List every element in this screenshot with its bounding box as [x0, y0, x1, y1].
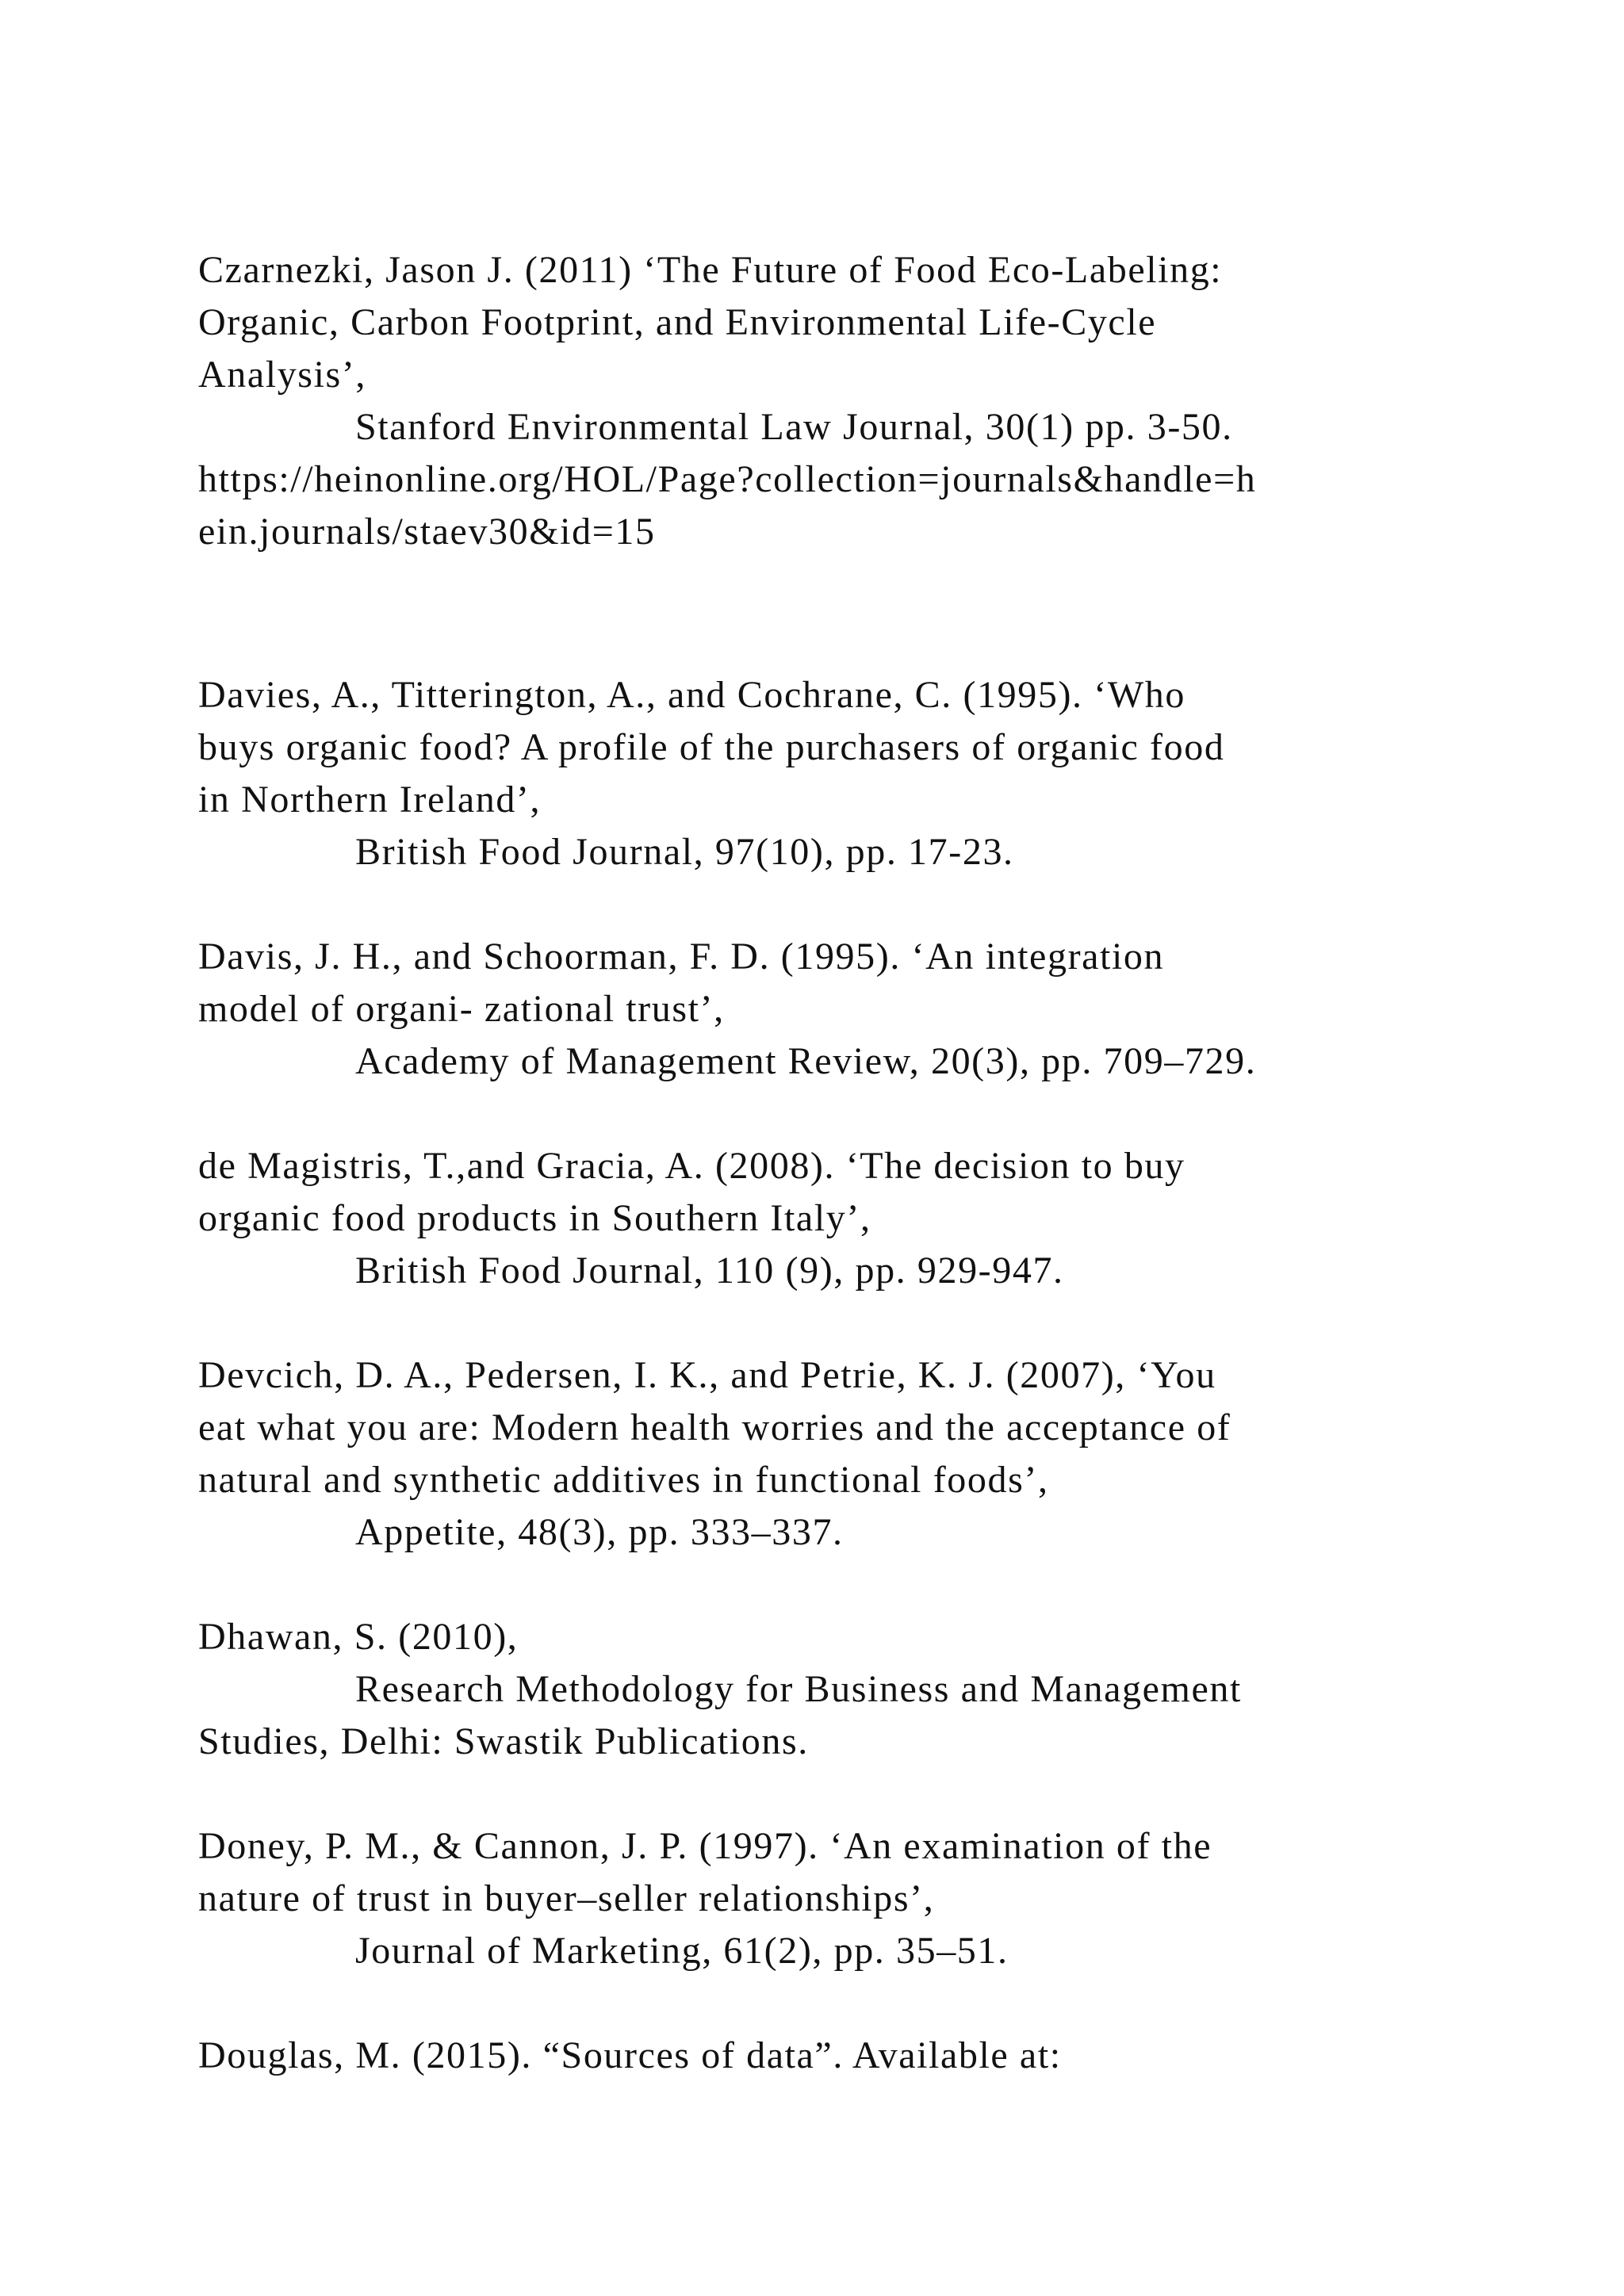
reference-source: Academy of Management Review, 20(3), pp. 709–729.	[355, 1040, 1257, 1082]
reference-davies-1995	[198, 669, 1435, 878]
reference-line: Dhawan, S. (2010),	[198, 1616, 519, 1658]
reference-line: Douglas, M. (2015). “Sources of data”. Available at:	[198, 2034, 1062, 2076]
reference-douglas-2015	[198, 2030, 1435, 2082]
reference-line: in Northern Ireland’,	[198, 779, 542, 821]
reference-source: British Food Journal, 110 (9), pp. 929-947.	[355, 1249, 1064, 1292]
reference-line: natural and synthetic additives in functional foods’,	[198, 1459, 1049, 1501]
reference-line: eat what you are: Modern health worries and the acceptance of	[198, 1406, 1231, 1448]
reference-line: Analysis’,	[198, 354, 366, 396]
reference-url[interactable]: ein.journals/staev30&id=15	[198, 511, 656, 553]
reference-line: Organic, Carbon Footprint, and Environmental Life-Cycle	[198, 301, 1157, 343]
reference-line: buys organic food? A profile of the purchasers of organic food	[198, 726, 1225, 768]
reference-source: Research Methodology for Business and Management	[355, 1668, 1242, 1710]
reference-source: Stanford Environmental Law Journal, 30(1) pp. 3-50.	[355, 406, 1233, 448]
reference-line: Doney, P. M., & Cannon, J. P. (1997). ‘An examination of the	[198, 1825, 1212, 1867]
reference-source: Appetite, 48(3), pp. 333–337.	[355, 1511, 844, 1553]
reference-doney-1997	[198, 1820, 1435, 1977]
reference-line: Studies, Delhi: Swastik Publications.	[198, 1720, 809, 1762]
reference-line: model of organi- zational trust’,	[198, 988, 725, 1030]
reference-line: Davies, A., Titterington, A., and Cochrane, C. (1995). ‘Who	[198, 674, 1185, 716]
reference-line: Devcich, D. A., Pedersen, I. K., and Petrie, K. J. (2007), ‘You	[198, 1354, 1216, 1396]
reference-source: British Food Journal, 97(10), pp. 17-23.	[355, 831, 1014, 873]
reference-line: organic food products in Southern Italy’,	[198, 1197, 871, 1239]
reference-source: Journal of Marketing, 61(2), pp. 35–51.	[355, 1930, 1009, 1972]
reference-davis-1995	[198, 931, 1435, 1088]
reference-devcich-2007	[198, 1349, 1435, 1559]
reference-line: de Magistris, T.,and Gracia, A. (2008). ‘The decision to buy	[198, 1145, 1185, 1187]
reference-url[interactable]: https://heinonline.org/HOL/Page?collection=journals&handle=h	[198, 458, 1257, 500]
reference-dhawan-2010	[198, 1611, 1435, 1768]
reference-czarnezki-2011	[198, 244, 1435, 558]
reference-line: Davis, J. H., and Schoorman, F. D. (1995). ‘An integration	[198, 936, 1165, 978]
reference-line: nature of trust in buyer–seller relationships’,	[198, 1877, 935, 1919]
reference-line: Czarnezki, Jason J. (2011) ‘The Future of Food Eco-Labeling:	[198, 249, 1223, 291]
reference-de-magistris-2008	[198, 1140, 1435, 1297]
